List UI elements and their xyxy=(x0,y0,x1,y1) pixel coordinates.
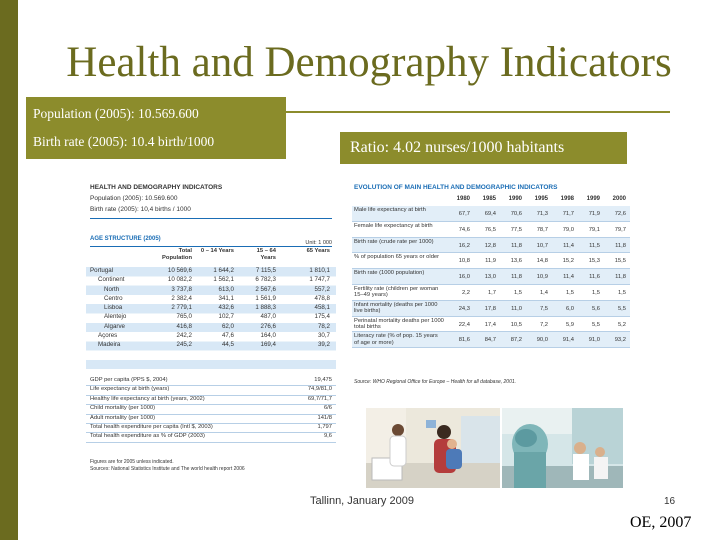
cell: 164,0 xyxy=(260,332,276,340)
row-label: Male life expectancy at birth xyxy=(354,207,426,213)
cell: 11,8 xyxy=(511,242,522,249)
cell: 15,5 xyxy=(614,258,626,265)
table-row xyxy=(86,267,336,276)
unit-label: Unit: 1 000 xyxy=(305,240,332,246)
cell: 13,6 xyxy=(510,258,522,265)
cell: 458,1 xyxy=(314,304,330,312)
cell: 1 888,3 xyxy=(255,304,276,312)
indicator-value: 6/6 xyxy=(323,405,332,412)
cell: 39,2 xyxy=(317,341,330,349)
cell: 175,4 xyxy=(314,313,330,321)
row-label: Portugal xyxy=(90,267,114,274)
indicator-row xyxy=(86,396,336,405)
cell: 10,7 xyxy=(536,242,548,249)
table-note: Figures are for 2005 unless indicated. xyxy=(90,459,174,465)
indicator-list xyxy=(86,377,336,443)
cell: 77,5 xyxy=(510,226,522,233)
cell: 5,6 xyxy=(591,305,600,312)
cell: 47,6 xyxy=(221,332,234,340)
cell: 1,5 xyxy=(565,289,574,296)
cell: 1,5 xyxy=(591,289,600,296)
right-table-source: Source: WHO Regional Office for Europe – Health for all database, 2001. xyxy=(354,379,517,385)
cell: 1,4 xyxy=(539,289,548,296)
indicator-row xyxy=(86,405,336,414)
table-source: Sources: National Statistics Institute and The world health report 2006 xyxy=(90,466,245,472)
cell: 62,0 xyxy=(221,322,234,330)
ratio-box xyxy=(340,132,627,164)
row-label: Birth rate (crude rate per 1000) xyxy=(354,238,434,245)
year-header: 1980 xyxy=(456,196,470,202)
cell: 1,7 xyxy=(487,289,496,296)
credit-text: OE, 2007 xyxy=(630,514,692,531)
table-row xyxy=(86,341,336,350)
indicator-label: Child mortality (per 1000) xyxy=(90,405,156,412)
indicator-value: 19,475 xyxy=(314,377,332,383)
cell: 11,0 xyxy=(511,305,522,312)
cell: 10 082,2 xyxy=(167,276,192,284)
cell: 341,1 xyxy=(218,294,234,302)
indicator-value: 74,9/81,0 xyxy=(307,386,332,393)
cell: 15,2 xyxy=(562,258,574,265)
cell: 24,3 xyxy=(458,305,470,312)
indicator-value: 9,6 xyxy=(323,433,332,440)
right-table-heading: EVOLUTION OF MAIN HEALTH AND DEMOGRAPHIC INDICATORS xyxy=(354,184,558,191)
row-label: Madeira xyxy=(98,341,121,349)
row-label: Perinatal mortality deaths per 1000 total births xyxy=(354,317,444,331)
cell: 11,5 xyxy=(589,242,600,249)
cell: 557,2 xyxy=(314,285,330,293)
cell: 1 644,2 xyxy=(213,267,234,274)
indicator-label: GDP per capita (PPS $, 2004) xyxy=(90,377,168,383)
cell: 11,8 xyxy=(615,274,626,281)
cell: 2 567,6 xyxy=(255,285,276,293)
cell: 1 561,9 xyxy=(255,294,276,302)
row-label: Alentejo xyxy=(104,313,127,321)
cell: 416,8 xyxy=(176,322,192,330)
year-header: 2000 xyxy=(612,196,626,202)
cell: 11,6 xyxy=(589,274,600,281)
birth-rate-text: Birth rate (2005): 10.4 birth/1000 xyxy=(33,134,215,149)
cell: 30,7 xyxy=(317,332,330,340)
table-row xyxy=(86,313,336,322)
table-row xyxy=(352,285,630,301)
cell: 67,7 xyxy=(458,211,470,217)
cell: 245,2 xyxy=(176,341,192,349)
year-header: 1990 xyxy=(508,196,522,202)
table-row xyxy=(352,222,630,238)
cell: 11,9 xyxy=(485,258,496,265)
table-row xyxy=(86,304,336,313)
cell: 169,4 xyxy=(260,341,276,349)
age-rows xyxy=(86,267,336,351)
cell: 613,0 xyxy=(218,285,234,293)
cell: 10,9 xyxy=(536,274,548,281)
cell: 70,6 xyxy=(510,211,522,217)
cell: 17,4 xyxy=(484,321,496,328)
cell: 765,0 xyxy=(176,313,192,321)
cell: 84,7 xyxy=(484,337,496,344)
cell: 90,0 xyxy=(536,337,548,344)
row-label: North xyxy=(104,285,120,293)
col-header: 15 – 64 Years xyxy=(256,248,276,261)
cell: 71,7 xyxy=(562,211,574,217)
cell: 3 737,8 xyxy=(171,285,192,293)
cell: 78,2 xyxy=(317,322,330,330)
row-label: Algarve xyxy=(104,322,125,330)
cell: 78,7 xyxy=(536,226,548,233)
indicator-row xyxy=(86,424,336,433)
indicator-label: Life expectancy at birth (years) xyxy=(90,386,170,393)
row-label: Continent xyxy=(98,276,125,284)
cell: 74,6 xyxy=(458,226,470,233)
slide-title: Health and Demography Indicators xyxy=(66,39,672,86)
cell: 7 115,5 xyxy=(255,267,276,274)
cell: 478,8 xyxy=(314,294,330,302)
hospital-staff-photo xyxy=(502,408,623,488)
indicator-row xyxy=(86,433,336,442)
sidebar-bar xyxy=(0,0,18,540)
row-label: Literacy rate (% of pop. 15 years of age or more) xyxy=(354,333,438,346)
indicator-row xyxy=(86,377,336,386)
indicator-label: Total health expenditure per capita (Intl $, 2003) xyxy=(90,423,213,430)
population-text: Population (2005): 10.569.600 xyxy=(33,106,199,121)
cell: 93,2 xyxy=(614,337,626,344)
cell: 5,5 xyxy=(617,305,626,312)
cell: 44,5 xyxy=(221,341,234,349)
cell: 11,4 xyxy=(563,274,574,281)
cell: 87,2 xyxy=(510,337,522,344)
row-label: Lisboa xyxy=(104,304,123,312)
cell: 22,4 xyxy=(458,321,470,328)
left-population-line: Population (2005): 10.569.600 xyxy=(90,195,178,202)
evolution-rows xyxy=(352,206,630,348)
cell: 16,0 xyxy=(458,274,470,281)
cell: 6,0 xyxy=(565,305,574,312)
cell: 79,1 xyxy=(588,226,600,233)
row-label: Açores xyxy=(98,332,118,340)
cell: 81,6 xyxy=(458,337,470,344)
age-structure-table xyxy=(86,182,336,472)
age-structure-title: AGE STRUCTURE (2005) xyxy=(90,236,161,242)
cell: 69,4 xyxy=(484,211,496,217)
cell: 10,5 xyxy=(510,321,522,328)
left-table-heading: HEALTH AND DEMOGRAPHY INDICATORS xyxy=(90,184,223,191)
indicator-label: Healthy life expectancy at birth (years, 2002) xyxy=(90,395,205,402)
cell: 2 779,1 xyxy=(171,304,192,312)
cell: 72,6 xyxy=(614,211,626,217)
cell: 102,7 xyxy=(218,313,234,321)
cell: 11,8 xyxy=(615,242,626,249)
ratio-text: Ratio: 4.02 nurses/1000 habitants xyxy=(350,139,565,156)
year-header: 1998 xyxy=(560,196,574,202)
cell: 1,5 xyxy=(617,289,626,296)
cell: 14,8 xyxy=(536,258,548,265)
year-header: 1999 xyxy=(586,196,600,202)
cell: 76,5 xyxy=(484,226,496,233)
evolution-table xyxy=(352,182,630,390)
cell: 91,0 xyxy=(588,337,600,344)
cell: 1 562,1 xyxy=(213,276,234,284)
cell: 6 782,3 xyxy=(255,276,276,284)
table-row xyxy=(352,301,630,317)
cell: 7,5 xyxy=(539,305,548,312)
cell: 432,6 xyxy=(218,304,234,312)
table-row xyxy=(86,276,336,285)
cell: 1 747,7 xyxy=(309,276,330,284)
cell: 79,0 xyxy=(562,226,574,233)
row-label: Birth rate (1000 population) xyxy=(354,270,425,277)
page-number: 16 xyxy=(664,496,676,507)
table-row xyxy=(352,332,630,348)
table-row xyxy=(86,323,336,332)
table-row xyxy=(352,253,630,269)
cell: 1,5 xyxy=(513,289,522,296)
table-row xyxy=(86,295,336,304)
cell: 16,2 xyxy=(458,242,470,249)
cell: 91,4 xyxy=(562,337,574,344)
year-header: 1995 xyxy=(534,196,548,202)
cell: 2 382,4 xyxy=(171,294,192,302)
table-row xyxy=(86,332,336,341)
row-label: Female life expectancy at birth xyxy=(354,222,433,229)
row-label: Fertility rate (children per woman 15–49 years) xyxy=(354,285,439,299)
cell: 12,8 xyxy=(484,242,496,249)
left-rule xyxy=(90,218,332,219)
indicator-label: Adult mortality (per 1000) xyxy=(90,414,156,421)
col-header: 65 Years xyxy=(306,248,330,254)
cell: 71,3 xyxy=(536,211,548,217)
cell: 17,8 xyxy=(484,305,496,312)
divider-line xyxy=(286,111,670,113)
col-header: Total Population xyxy=(162,248,192,261)
table-row xyxy=(352,238,630,254)
cell: 276,6 xyxy=(260,322,276,330)
cell: 5,9 xyxy=(565,321,574,328)
left-birth-line: Birth rate (2005): 10,4 births / 1000 xyxy=(90,206,191,213)
cell: 1 810,1 xyxy=(309,267,330,274)
indicator-row xyxy=(86,415,336,424)
table-row xyxy=(86,286,336,295)
cell: 15,3 xyxy=(588,258,600,265)
footer-location-date: Tallinn, January 2009 xyxy=(310,495,414,507)
cell: 10 569,6 xyxy=(167,267,192,274)
table-row xyxy=(352,317,630,333)
col-header: 0 – 14 Years xyxy=(200,248,234,254)
row-label: % of population 65 years or older xyxy=(354,254,440,261)
info-box xyxy=(26,97,286,159)
row-label: Infant mortality (deaths per 1000 live births) xyxy=(354,301,438,315)
year-header: 1985 xyxy=(482,196,496,202)
indicator-value: 69,7/71,7 xyxy=(307,395,332,402)
cell: 10,8 xyxy=(458,258,470,265)
row-label: Centro xyxy=(104,294,123,302)
indicator-value: 141/8 xyxy=(317,414,332,421)
cell: 7,2 xyxy=(539,321,548,328)
indicator-label: Total health expenditure as % of GDP (2003) xyxy=(90,433,205,440)
cell: 5,5 xyxy=(591,321,600,328)
cell: 2,2 xyxy=(461,289,470,296)
cell: 11,8 xyxy=(511,274,522,281)
cell: 11,4 xyxy=(563,242,574,249)
cell: 487,0 xyxy=(260,313,276,321)
table-row xyxy=(352,206,630,222)
clinic-child-photo xyxy=(366,408,500,488)
cell: 79,7 xyxy=(614,226,626,233)
left-rule xyxy=(90,246,332,247)
cell: 71,9 xyxy=(588,211,600,217)
cell: 242,2 xyxy=(176,332,192,340)
table-row xyxy=(352,269,630,285)
cell: 13,0 xyxy=(484,274,496,281)
cell: 5,2 xyxy=(617,321,626,328)
indicator-row xyxy=(86,386,336,395)
indicator-value: 1,797 xyxy=(317,423,332,430)
